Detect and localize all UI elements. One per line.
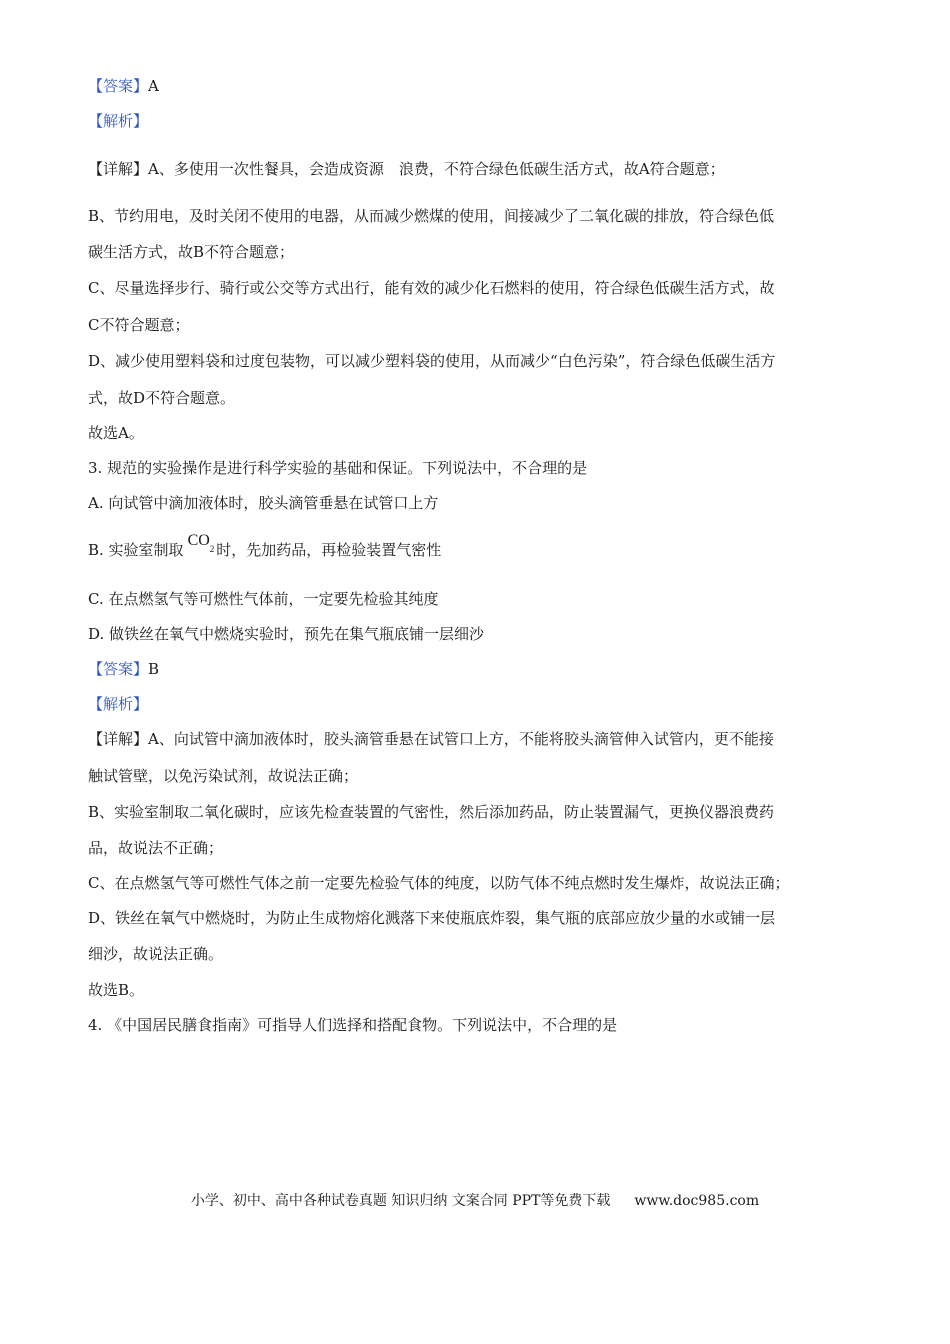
detail-text: A、向试管中滴加液体时，胶头滴管垂悬在试管口上方，不能将胶头滴管伸入试管内，更不能接 [148,730,774,748]
footer-url[interactable]: www.doc985.com [634,1193,760,1209]
option-b-prefix: B. 实验室制取 [88,541,184,559]
q3-option-a: A. 向试管中滴加液体时，胶头滴管垂悬在试管口上方 [88,494,439,512]
co2-text: CO [187,532,210,549]
q2-detail-line-3: 碳生活方式，故B不符合题意； [88,243,295,261]
footer-text: 小学、初中、高中各种试卷真题 知识归纳 文案合同 PPT等免费下载 [190,1193,611,1209]
q3-option-c: C. 在点燃氢气等可燃性气体前，一定要先检验其纯度 [88,590,439,608]
page-footer [0,1191,950,1211]
q3-analysis-tag: 【解析】 [88,695,149,713]
q3-detail-line-6: D、铁丝在氧气中燃烧时，为防止生成物熔化溅落下来使瓶底炸裂，集气瓶的底部应放少量的水或铺一层 [88,909,776,927]
q2-conclusion: 故选A。 [88,424,144,442]
answer-tag: 【答案】 [88,660,149,678]
q2-detail-line-2: B、节约用电，及时关闭不使用的电器，从而减少燃煤的使用，间接减少了二氧化碳的排放，符合绿色低 [88,207,775,225]
answer-tag: 【答案】 [88,77,149,95]
co2-formula [188,531,215,556]
q3-stem: 3. 规范的实验操作是进行科学实验的基础和保证。下列说法中，不合理的是 [88,459,588,477]
answer-value: A [148,77,159,95]
q4-stem: 4. 《中国居民膳食指南》可指导人们选择和搭配食物。下列说法中，不合理的是 [88,1016,618,1034]
detail-tag: 【详解】 [88,160,149,178]
detail-tag: 【详解】 [88,730,149,748]
q3-option-d: D. 做铁丝在氧气中燃烧实验时，预先在集气瓶底铺一层细沙 [88,625,485,643]
q3-detail-line-3: B、实验室制取二氧化碳时，应该先检查装置的气密性，然后添加药品，防止装置漏气，更换仪器浪费药 [88,803,775,821]
q2-analysis-tag: 【解析】 [88,112,149,130]
q3-detail-line-1 [88,729,774,749]
q3-detail-line-5: C、在点燃氢气等可燃性气体之前一定要先检验气体的纯度，以防气体不纯点燃时发生爆炸，故说法正确； [88,874,790,892]
q3-option-b [88,532,442,566]
q3-detail-line-4: 品，故说法不正确； [88,839,224,857]
q2-answer [88,76,159,96]
q2-detail-line-5: C不符合题意； [88,316,190,334]
q2-detail-line-7: 式，故D不符合题意。 [88,389,236,407]
q3-detail-line-2: 触试管壁，以免污染试剂，故说法正确； [88,767,359,785]
q3-detail-line-7: 细沙，故说法正确。 [88,945,224,963]
answer-value: B [148,660,160,678]
q3-conclusion: 故选B。 [88,981,145,999]
q2-detail-line-4: C、尽量选择步行、骑行或公交等方式出行，能有效的减少化石燃料的使用，符合绿色低碳生活方式，故 [88,279,775,297]
option-b-suffix: 时，先加药品，再检验装置气密性 [216,541,442,559]
detail-text: A、多使用一次性餐具，会造成资源 浪费，不符合绿色低碳生活方式，故A符合题意； [148,160,725,178]
q3-answer [88,659,159,679]
q2-detail-line-6: D、减少使用塑料袋和过度包装物，可以减少塑料袋的使用，从而减少“白色污染”，符合绿色低碳生活方 [88,352,776,370]
co2-subscript: 2 [209,544,215,555]
q2-detail-line-1 [88,159,725,179]
